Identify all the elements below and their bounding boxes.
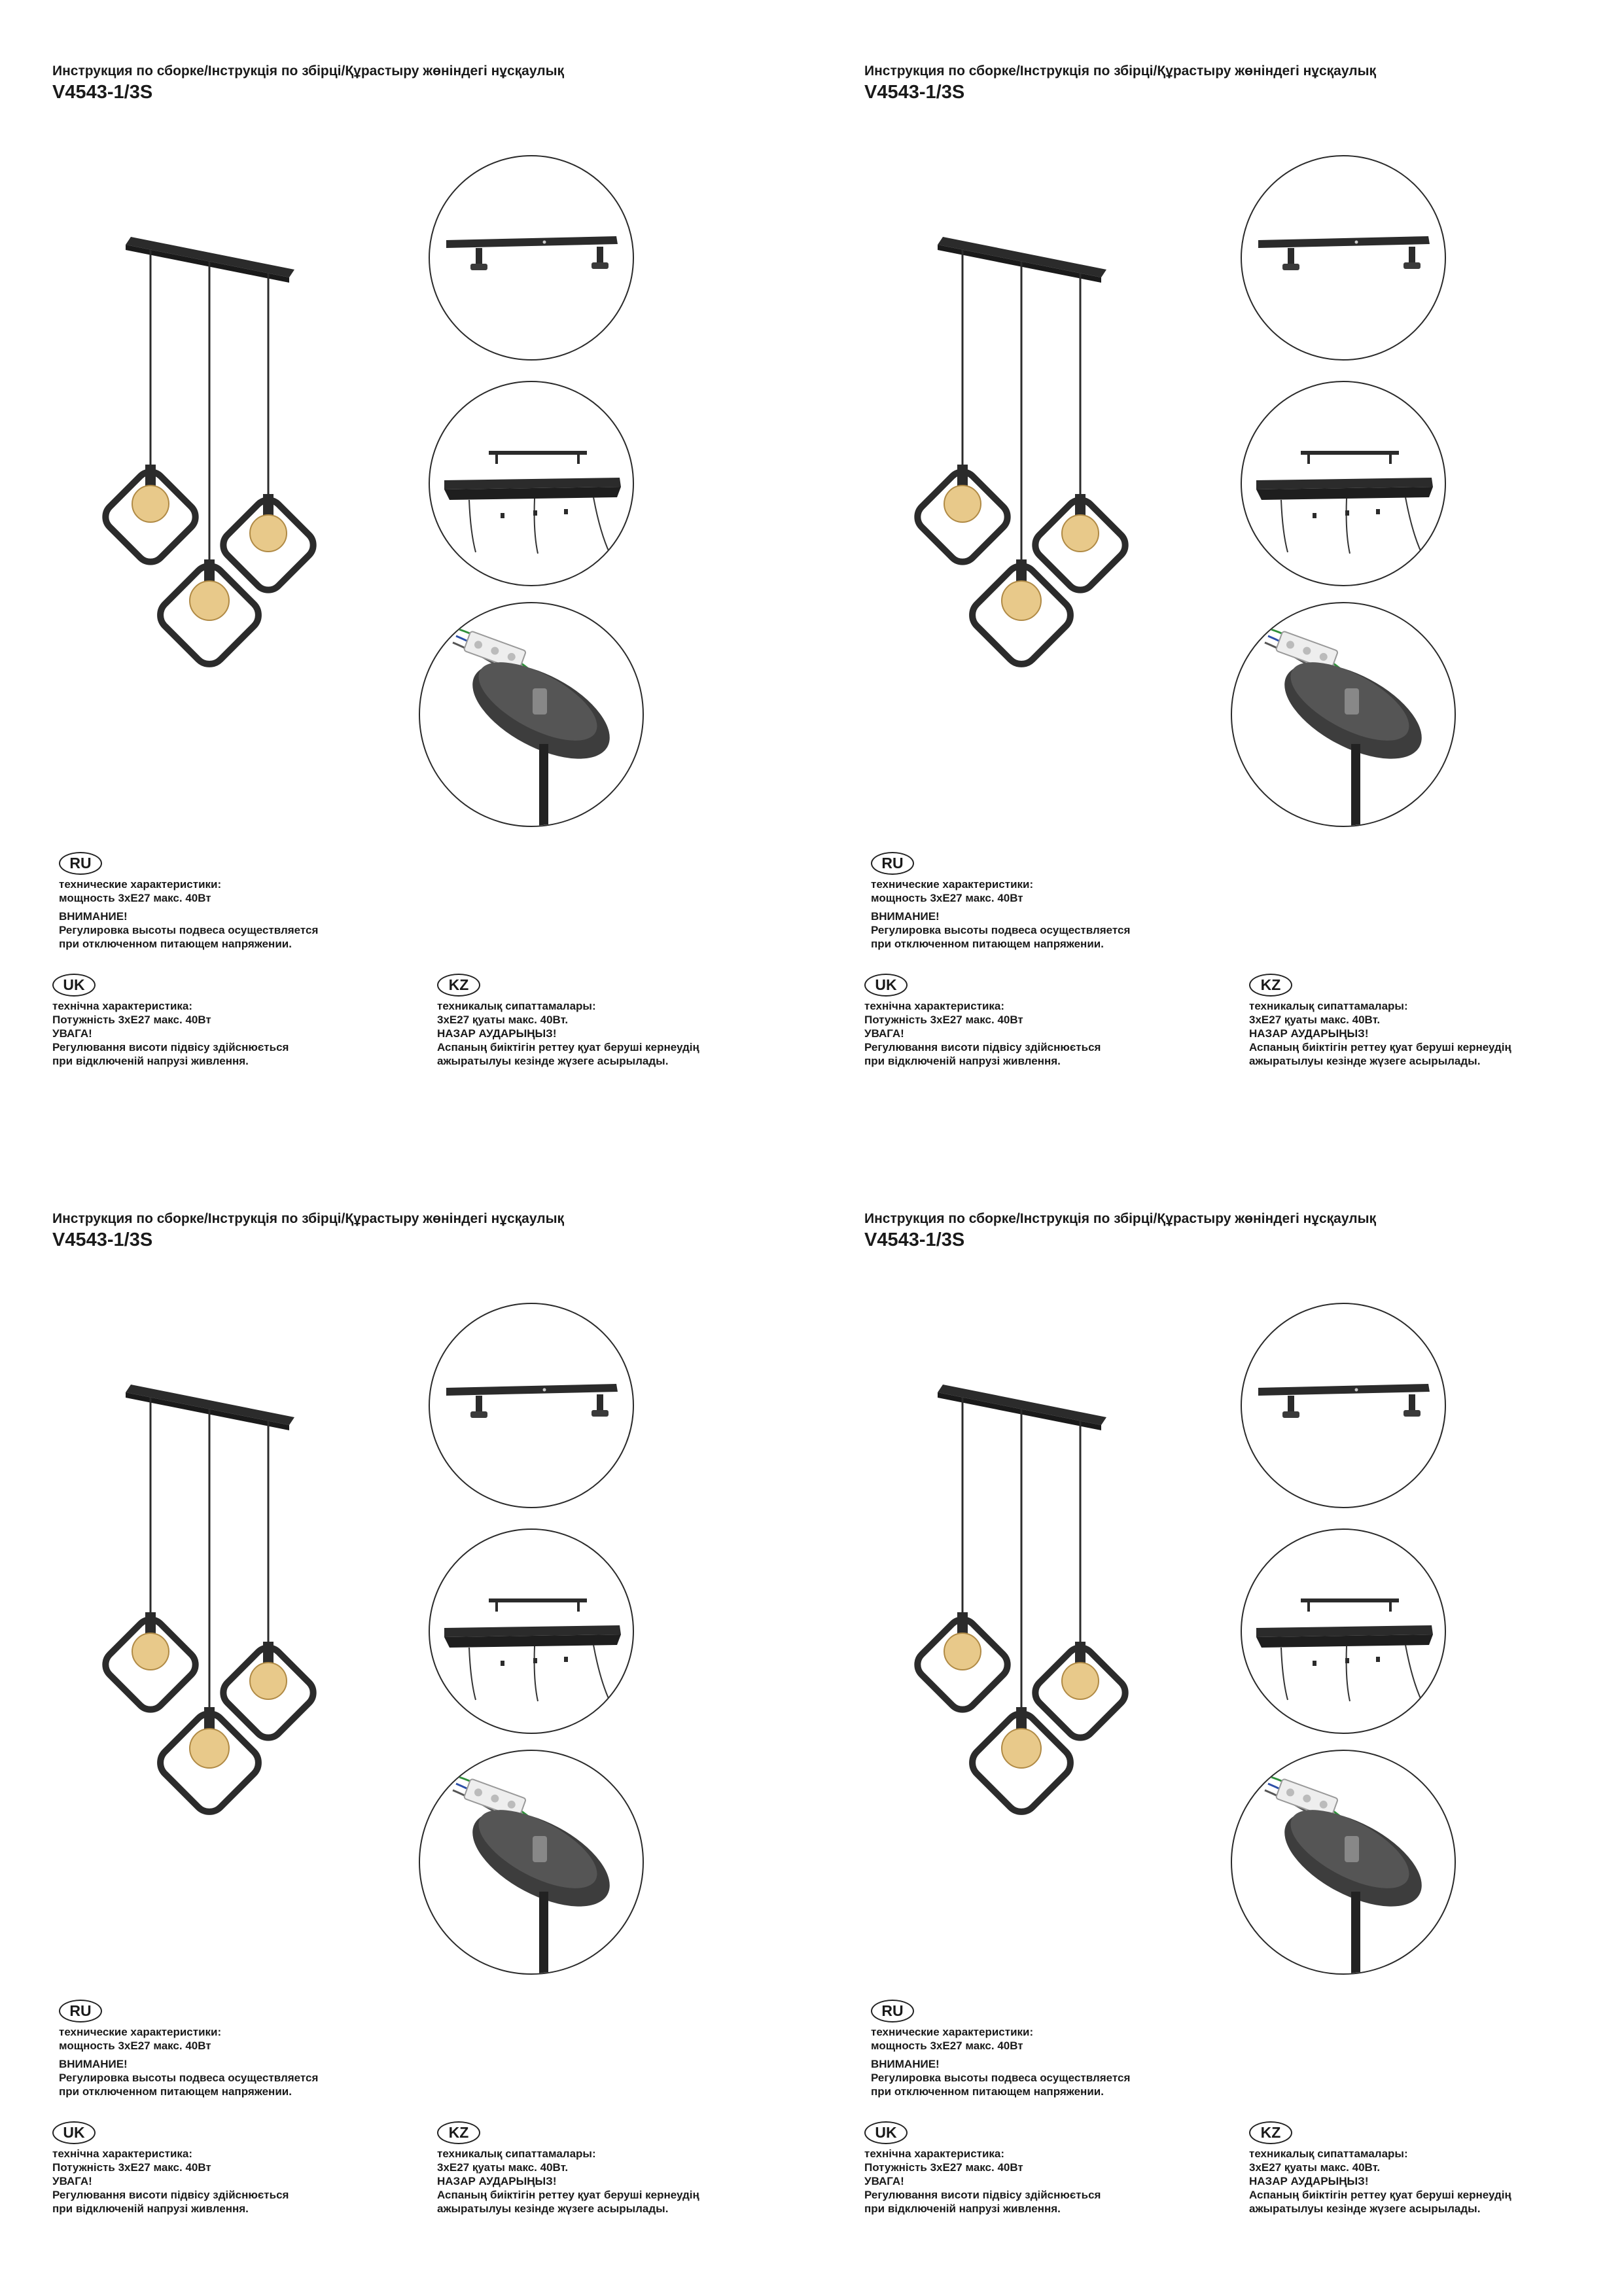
section-kz bbox=[1249, 974, 1511, 1068]
kz-warning-title: НАЗАР АУДАРЫҢЫЗ! bbox=[1249, 1027, 1369, 1040]
language-badge-kz: KZ bbox=[437, 974, 480, 997]
pendant-lamp-illustration bbox=[85, 1377, 334, 1848]
kz-warning-text-1: Аспаның биіктігін реттеу қуат беруші кернеудің bbox=[1249, 1041, 1511, 1053]
kz-specs-title: техникалық сипаттамалары: bbox=[1249, 1000, 1408, 1012]
ru-warning-title: ВНИМАНИЕ! bbox=[871, 910, 940, 923]
kz-specs-power: 3хЕ27 қуаты макс. 40Вт. bbox=[437, 2161, 569, 2174]
uk-specs-title: технічна характеристика: bbox=[52, 2147, 193, 2160]
kz-specs-title: техникалық сипаттамалары: bbox=[1249, 2147, 1408, 2160]
ru-specs-power: мощность 3хЕ27 макс. 40Вт bbox=[871, 2040, 1023, 2052]
ru-warning-text-1: Регулировка высоты подвеса осуществляется bbox=[871, 2072, 1131, 2084]
ru-specs-power: мощность 3хЕ27 макс. 40Вт bbox=[59, 2040, 211, 2052]
language-badge-ru: RU bbox=[59, 2000, 102, 2022]
step-ceiling-plate bbox=[1241, 381, 1446, 586]
uk-warning-title: УВАГА! bbox=[864, 1027, 904, 1040]
ru-warning-title: ВНИМАНИЕ! bbox=[871, 2058, 940, 2070]
uk-specs-title: технічна характеристика: bbox=[864, 1000, 1005, 1012]
ru-warning-text-2: при отключенном питающем напряжении. bbox=[59, 2085, 292, 2098]
section-kz bbox=[437, 974, 699, 1068]
document-title: Инструкция по сборке/Інструкція по збірці/Құрастыру жөніндегі нұсқаулық bbox=[52, 63, 565, 79]
mounting-bracket-icon bbox=[430, 156, 633, 359]
ru-specs-power: мощность 3хЕ27 макс. 40Вт bbox=[871, 892, 1023, 904]
uk-warning-title: УВАГА! bbox=[864, 2175, 904, 2187]
kz-warning-text-2: ажыратылуы кезінде жүзеге асырылады. bbox=[437, 1055, 669, 1067]
uk-specs-power: Потужність 3хЕ27 макс. 40Вт bbox=[52, 2161, 211, 2174]
uk-specs-power: Потужність 3хЕ27 макс. 40Вт bbox=[52, 1014, 211, 1026]
kz-warning-text-1: Аспаның биіктігін реттеу қуат беруші кернеудің bbox=[437, 1041, 699, 1053]
language-badge-uk: UK bbox=[52, 974, 96, 997]
header bbox=[864, 1211, 1376, 1251]
language-badge-kz: KZ bbox=[437, 2121, 480, 2144]
kz-warning-title: НАЗАР АУДАРЫҢЫЗ! bbox=[1249, 2175, 1369, 2187]
pendant-lamp-illustration bbox=[897, 229, 1146, 700]
uk-specs-title: технічна характеристика: bbox=[864, 2147, 1005, 2160]
section-uk bbox=[864, 2121, 1101, 2216]
model-number: V4543-1/3S bbox=[864, 1229, 965, 1250]
instruction-panel-3 bbox=[0, 1148, 812, 2295]
step-ceiling-plate bbox=[1241, 1528, 1446, 1734]
ru-warning-title: ВНИМАНИЕ! bbox=[59, 910, 128, 923]
pendant-lamp-illustration bbox=[897, 1377, 1146, 1848]
mounting-bracket-icon bbox=[430, 1304, 633, 1507]
kz-specs-title: техникалық сипаттамалары: bbox=[437, 1000, 596, 1012]
step-mounting-bracket bbox=[429, 1303, 634, 1508]
section-ru bbox=[871, 852, 1130, 951]
model-number: V4543-1/3S bbox=[864, 82, 965, 103]
header bbox=[864, 63, 1376, 103]
ru-specs-title: технические характеристики: bbox=[59, 2026, 222, 2038]
language-badge-uk: UK bbox=[52, 2121, 96, 2144]
uk-warning-text-2: при відключеній напрузі живлення. bbox=[52, 1055, 249, 1067]
uk-warning-text-1: Регулювання висоти підвісу здійснюється bbox=[864, 1041, 1101, 1053]
language-badge-kz: KZ bbox=[1249, 974, 1292, 997]
instruction-panel-4 bbox=[812, 1148, 1624, 2295]
pendant-lamp-illustration bbox=[85, 229, 334, 700]
step-mounting-bracket bbox=[429, 155, 634, 361]
language-badge-kz: KZ bbox=[1249, 2121, 1292, 2144]
kz-specs-power: 3хЕ27 қуаты макс. 40Вт. bbox=[437, 1014, 569, 1026]
ru-warning-text-2: при отключенном питающем напряжении. bbox=[871, 938, 1104, 950]
ru-warning-text-2: при отключенном питающем напряжении. bbox=[871, 2085, 1104, 2098]
ru-specs-title: технические характеристики: bbox=[871, 2026, 1034, 2038]
uk-warning-text-1: Регулювання висоти підвісу здійснюється bbox=[52, 2189, 289, 2201]
uk-warning-text-1: Регулювання висоти підвісу здійснюється bbox=[864, 2189, 1101, 2201]
kz-specs-power: 3хЕ27 қуаты макс. 40Вт. bbox=[1249, 1014, 1381, 1026]
section-uk bbox=[52, 974, 289, 1068]
kz-warning-text-2: ажыратылуы кезінде жүзеге асырылады. bbox=[1249, 1055, 1481, 1067]
kz-warning-title: НАЗАР АУДАРЫҢЫЗ! bbox=[437, 1027, 557, 1040]
language-badge-ru: RU bbox=[59, 852, 102, 875]
language-badge-ru: RU bbox=[871, 2000, 914, 2022]
step-wiring bbox=[1231, 1750, 1456, 1975]
wiring-terminal-icon bbox=[1232, 1751, 1455, 1973]
header bbox=[52, 63, 564, 103]
step-wiring bbox=[419, 602, 644, 827]
step-ceiling-plate bbox=[429, 1528, 634, 1734]
kz-specs-power: 3хЕ27 қуаты макс. 40Вт. bbox=[1249, 2161, 1381, 2174]
step-wiring bbox=[1231, 602, 1456, 827]
mounting-bracket-icon bbox=[1242, 1304, 1445, 1507]
instruction-panel-2 bbox=[812, 0, 1624, 1148]
section-ru bbox=[59, 852, 318, 951]
section-uk bbox=[864, 974, 1101, 1068]
kz-warning-text-2: ажыратылуы кезінде жүзеге асырылады. bbox=[1249, 2202, 1481, 2215]
section-ru bbox=[59, 2000, 318, 2098]
uk-warning-text-2: при відключеній напрузі живлення. bbox=[864, 2202, 1061, 2215]
uk-warning-title: УВАГА! bbox=[52, 1027, 92, 1040]
section-kz bbox=[437, 2121, 699, 2216]
kz-warning-text-2: ажыратылуы кезінде жүзеге асырылады. bbox=[437, 2202, 669, 2215]
uk-warning-text-1: Регулювання висоти підвісу здійснюється bbox=[52, 1041, 289, 1053]
step-ceiling-plate bbox=[429, 381, 634, 586]
uk-specs-power: Потужність 3хЕ27 макс. 40Вт bbox=[864, 1014, 1023, 1026]
language-badge-ru: RU bbox=[871, 852, 914, 875]
instruction-panel-1 bbox=[0, 0, 812, 1148]
wiring-terminal-icon bbox=[1232, 603, 1455, 826]
ru-warning-text-1: Регулировка высоты подвеса осуществляется bbox=[59, 924, 319, 936]
language-badge-uk: UK bbox=[864, 2121, 908, 2144]
kz-warning-text-1: Аспаның биіктігін реттеу қуат беруші кернеудің bbox=[1249, 2189, 1511, 2201]
header bbox=[52, 1211, 564, 1251]
wiring-terminal-icon bbox=[420, 1751, 643, 1973]
wiring-terminal-icon bbox=[420, 603, 643, 826]
uk-warning-text-2: при відключеній напрузі живлення. bbox=[52, 2202, 249, 2215]
kz-warning-text-1: Аспаның биіктігін реттеу қуат беруші кернеудің bbox=[437, 2189, 699, 2201]
step-mounting-bracket bbox=[1241, 1303, 1446, 1508]
ru-specs-title: технические характеристики: bbox=[59, 878, 222, 891]
language-badge-uk: UK bbox=[864, 974, 908, 997]
uk-warning-title: УВАГА! bbox=[52, 2175, 92, 2187]
model-number: V4543-1/3S bbox=[52, 82, 153, 103]
document-title: Инструкция по сборке/Інструкція по збірці/Құрастыру жөніндегі нұсқаулық bbox=[864, 63, 1377, 79]
ceiling-plate-icon bbox=[430, 1530, 633, 1733]
kz-warning-title: НАЗАР АУДАРЫҢЫЗ! bbox=[437, 2175, 557, 2187]
ceiling-plate-icon bbox=[1242, 1530, 1445, 1733]
model-number: V4543-1/3S bbox=[52, 1229, 153, 1250]
ceiling-plate-icon bbox=[430, 382, 633, 585]
uk-specs-title: технічна характеристика: bbox=[52, 1000, 193, 1012]
ru-specs-power: мощность 3хЕ27 макс. 40Вт bbox=[59, 892, 211, 904]
section-uk bbox=[52, 2121, 289, 2216]
ru-warning-text-1: Регулировка высоты подвеса осуществляется bbox=[871, 924, 1131, 936]
section-kz bbox=[1249, 2121, 1511, 2216]
step-mounting-bracket bbox=[1241, 155, 1446, 361]
ru-warning-text-1: Регулировка высоты подвеса осуществляется bbox=[59, 2072, 319, 2084]
ru-specs-title: технические характеристики: bbox=[871, 878, 1034, 891]
mounting-bracket-icon bbox=[1242, 156, 1445, 359]
uk-warning-text-2: при відключеній напрузі живлення. bbox=[864, 1055, 1061, 1067]
uk-specs-power: Потужність 3хЕ27 макс. 40Вт bbox=[864, 2161, 1023, 2174]
document-title: Инструкция по сборке/Інструкція по збірці/Құрастыру жөніндегі нұсқаулық bbox=[52, 1211, 565, 1226]
section-ru bbox=[871, 2000, 1130, 2098]
step-wiring bbox=[419, 1750, 644, 1975]
kz-specs-title: техникалық сипаттамалары: bbox=[437, 2147, 596, 2160]
document-title: Инструкция по сборке/Інструкція по збірці/Құрастыру жөніндегі нұсқаулық bbox=[864, 1211, 1377, 1226]
ru-warning-text-2: при отключенном питающем напряжении. bbox=[59, 938, 292, 950]
ru-warning-title: ВНИМАНИЕ! bbox=[59, 2058, 128, 2070]
ceiling-plate-icon bbox=[1242, 382, 1445, 585]
